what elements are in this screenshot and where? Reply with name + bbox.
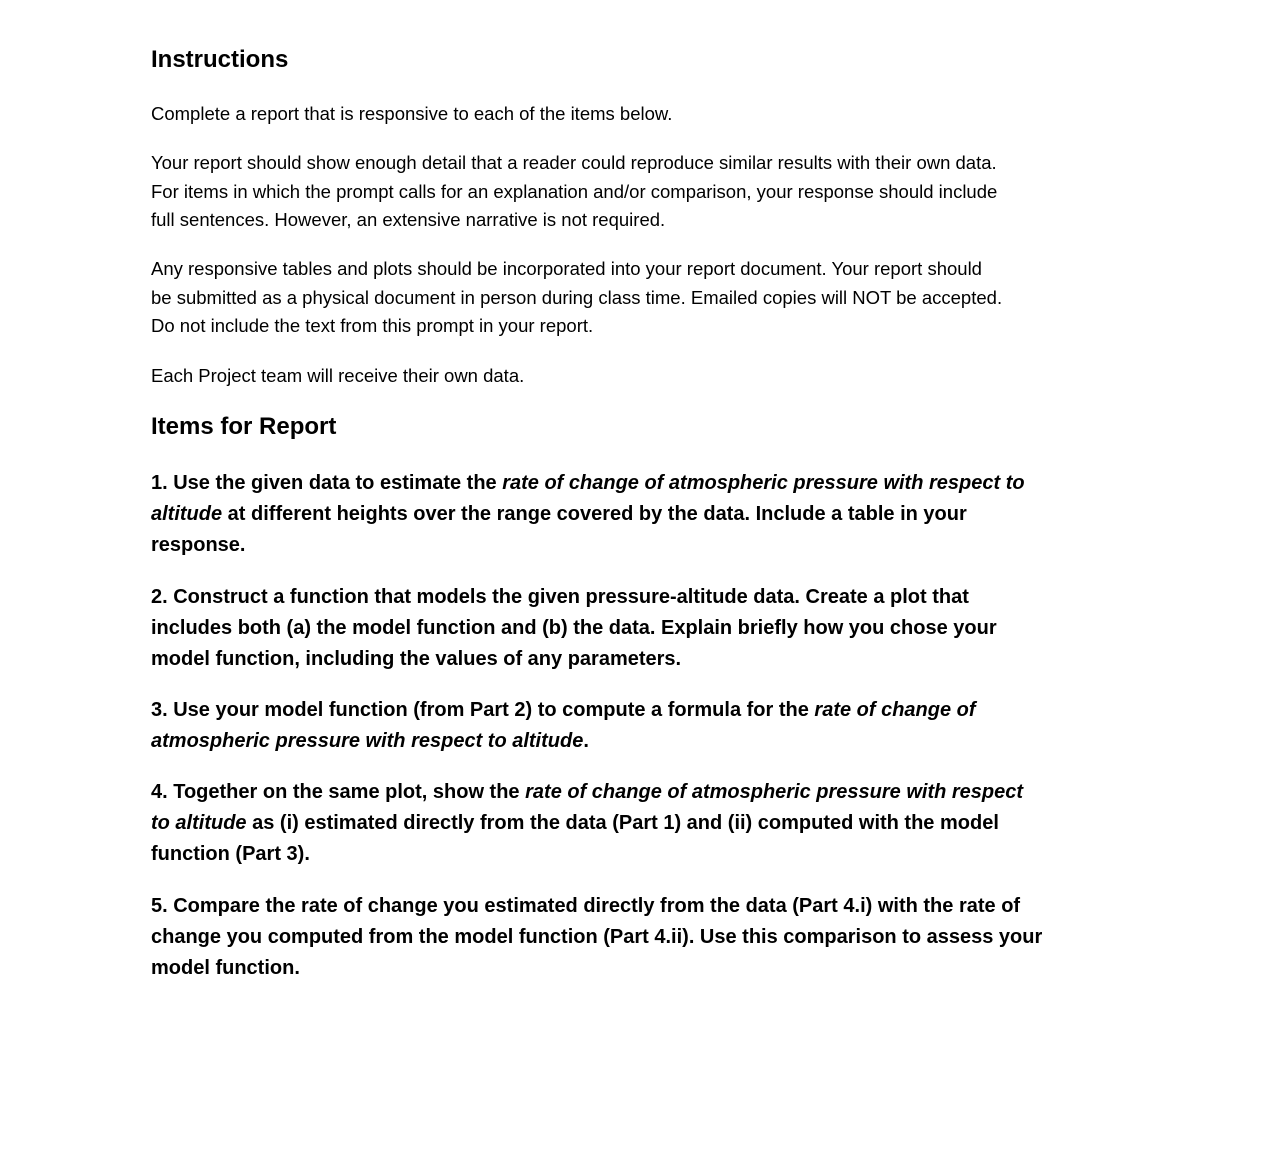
paragraph-line: Complete a report that is responsive to each of the items below. bbox=[151, 103, 673, 124]
item-text: 2. Construct a function that models the given pressure-altitude data. Create a plot that bbox=[151, 586, 969, 608]
item-text: as (i) estimated directly from the data (Part 1) and (ii) computed with the model bbox=[246, 812, 999, 834]
paragraph bbox=[151, 255, 1002, 341]
item-line bbox=[151, 891, 1042, 922]
paragraph-line: Do not include the text from this prompt in your report. bbox=[151, 315, 594, 336]
paragraph bbox=[151, 100, 672, 129]
item-line bbox=[151, 953, 1042, 984]
item-text: change you computed from the model function (Part 4.ii). Use this comparison to assess your bbox=[151, 926, 1043, 948]
item-text: model function, including the values of any parameters. bbox=[151, 648, 682, 670]
emphasized-text: rate of change of atmospheric pressure with respect to bbox=[502, 472, 1025, 494]
item-line bbox=[151, 922, 1042, 953]
paragraph-line: For items in which the prompt calls for an explanation and/or comparison, your response should include bbox=[151, 180, 998, 202]
report-item bbox=[151, 695, 976, 757]
report-item bbox=[151, 891, 1042, 984]
report-item bbox=[151, 777, 1023, 870]
item-text: 1. Use the given data to estimate the bbox=[151, 472, 503, 494]
item-text: 4. Together on the same plot, show the bbox=[151, 781, 526, 803]
item-line bbox=[151, 499, 1025, 530]
emphasized-text: rate of change of bbox=[814, 699, 976, 721]
paragraph bbox=[151, 362, 524, 391]
items-heading: Items for Report bbox=[151, 413, 337, 440]
item-text: model function. bbox=[151, 957, 300, 979]
item-text: 5. Compare the rate of change you estimated directly from the data (Part 4.i) with the rate of bbox=[151, 895, 1021, 917]
item-line bbox=[151, 644, 997, 675]
item-text: response. bbox=[151, 534, 246, 556]
paragraph bbox=[151, 149, 997, 235]
item-line bbox=[151, 468, 1025, 499]
item-line bbox=[151, 726, 976, 757]
paragraph-line: full sentences. However, an extensive narrative is not required. bbox=[151, 209, 666, 230]
item-line bbox=[151, 808, 1023, 839]
item-text: function (Part 3). bbox=[151, 843, 310, 865]
item-line bbox=[151, 582, 997, 613]
emphasized-text: atmospheric pressure with respect to altitude bbox=[151, 730, 584, 752]
paragraph-line: Each Project team will receive their own data. bbox=[151, 365, 525, 386]
paragraph-line: be submitted as a physical document in person during class time. Emailed copies will NOT be accepted. bbox=[151, 286, 1003, 308]
item-text: at different heights over the range covered by the data. Include a table in your bbox=[222, 503, 967, 525]
item-line bbox=[151, 839, 1023, 870]
report-item bbox=[151, 468, 1025, 561]
item-line bbox=[151, 777, 1023, 808]
item-text: includes both (a) the model function and (b) the data. Explain briefly how you chose your bbox=[151, 617, 997, 639]
instructions-heading: Instructions bbox=[151, 46, 289, 73]
emphasized-text: to altitude bbox=[151, 812, 247, 834]
item-line bbox=[151, 695, 976, 726]
item-line bbox=[151, 613, 997, 644]
paragraph-line: Any responsive tables and plots should be incorporated into your report document. Your report should bbox=[151, 258, 982, 279]
emphasized-text: rate of change of atmospheric pressure with respect bbox=[525, 781, 1024, 803]
item-text: 3. Use your model function (from Part 2) to compute a formula for the bbox=[151, 699, 815, 721]
item-line bbox=[151, 530, 1025, 561]
report-item bbox=[151, 582, 997, 675]
paragraph-line: Your report should show enough detail that a reader could reproduce similar results with their own data. bbox=[151, 152, 997, 173]
emphasized-text: altitude bbox=[151, 503, 223, 525]
item-text: . bbox=[583, 730, 589, 752]
